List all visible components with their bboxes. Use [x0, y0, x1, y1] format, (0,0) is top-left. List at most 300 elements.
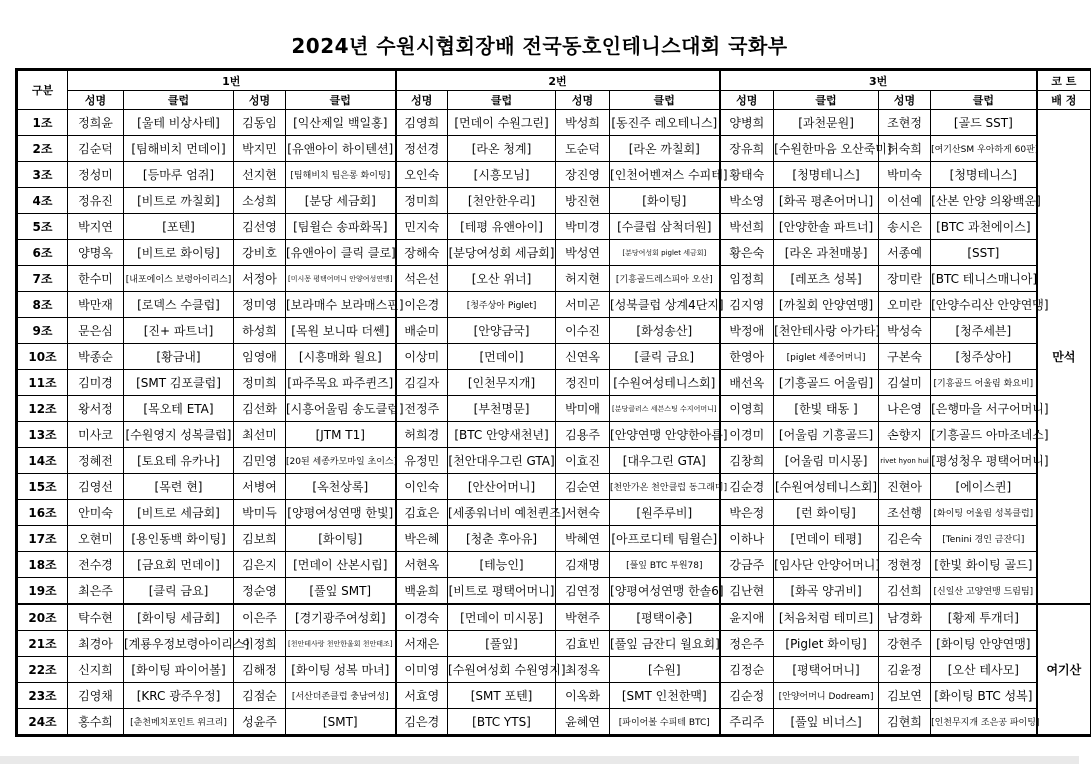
group-label: 22조 — [18, 657, 68, 683]
player-club: [목련 현] — [124, 474, 234, 500]
player-club: [라온 까칠회] — [610, 136, 720, 162]
player-name: 서정아 — [234, 266, 286, 292]
player-club: [세종워너비 예천퀸즈] — [448, 500, 556, 526]
player-club: [청명테니스] — [931, 162, 1037, 188]
player-name: 김난현 — [720, 578, 774, 605]
group-row — [18, 448, 1091, 474]
player-club: [수원영지 성복클럽] — [124, 422, 234, 448]
player-name: 박미득 — [234, 500, 286, 526]
player-club: [시흥매화 월요] — [286, 344, 396, 370]
player-club: [파주목요 파주퀸즈] — [286, 370, 396, 396]
player-club: [화이팅 안양연맹] — [931, 631, 1037, 657]
player-name: 김미경 — [68, 370, 124, 396]
player-name: 이하나 — [720, 526, 774, 552]
player-name: 허희경 — [396, 422, 448, 448]
player-name: 양명옥 — [68, 240, 124, 266]
player-club: [piglet 세종어머니] — [774, 344, 879, 370]
group-row — [18, 266, 1091, 292]
player-club: [풀잎 SMT] — [286, 578, 396, 605]
player-club: [어울림 기흥골드] — [774, 422, 879, 448]
group-row — [18, 526, 1091, 552]
player-club: [레포츠 성복] — [774, 266, 879, 292]
player-name: 남경화 — [879, 604, 931, 631]
club-col-header: 클럽 — [774, 91, 879, 110]
player-club: [오산 테사모] — [931, 657, 1037, 683]
name-col-header: 성명 — [68, 91, 124, 110]
player-club: [먼데이 수원그린] — [448, 110, 556, 136]
player-name: 서현숙 — [556, 500, 610, 526]
player-club: [라온 과천매봉] — [774, 240, 879, 266]
group-label: 20조 — [18, 604, 68, 631]
club-col-header: 클럽 — [448, 91, 556, 110]
player-name: 전정주 — [396, 396, 448, 422]
player-club: [화이팅 어울림 성복클럽] — [931, 500, 1037, 526]
page-footer-bar — [0, 756, 1079, 764]
player-name: 박정애 — [720, 318, 774, 344]
player-club: [천안대우그린 GTA] — [448, 448, 556, 474]
player-club: [팀해비치 팀은롱 화이팅] — [286, 162, 396, 188]
bracket-body — [18, 110, 1091, 735]
player-name: 박지민 — [234, 136, 286, 162]
player-name: 김보희 — [234, 526, 286, 552]
player-club: [여기산SM 우아하게 60판] — [931, 136, 1037, 162]
player-name: 전수경 — [68, 552, 124, 578]
player-club: [Tenini 경인 금잔디] — [931, 526, 1037, 552]
player-name: 신연옥 — [556, 344, 610, 370]
group-label: 15조 — [18, 474, 68, 500]
player-club: [화곡 평촌어머니] — [774, 188, 879, 214]
player-club: [20된 세종카모마일 초이스] — [286, 448, 396, 474]
player-club: [안양어머니 Dodream] — [774, 683, 879, 709]
group-label: 21조 — [18, 631, 68, 657]
player-club: [청주세븐] — [931, 318, 1037, 344]
player-club: [은행마을 서구어머니] — [931, 396, 1037, 422]
player-club: [아프로디테 팀윌슨] — [610, 526, 720, 552]
player-club: [천안테사랑 아가타] — [774, 318, 879, 344]
player-club: [까칠회 안양연맹] — [774, 292, 879, 318]
player-club: [분당여성회 piglet 세금회] — [610, 240, 720, 266]
player-name: 손향지 — [879, 422, 931, 448]
player-name: 박혜연 — [556, 526, 610, 552]
player-club: [안산어머니] — [448, 474, 556, 500]
player-club: [SMT 포텐] — [448, 683, 556, 709]
player-name: 박만재 — [68, 292, 124, 318]
club-col-header: 클럽 — [610, 91, 720, 110]
club-col-header: 클럽 — [931, 91, 1037, 110]
group-label: 2조 — [18, 136, 68, 162]
player-name: 김해정 — [234, 657, 286, 683]
group-header-3: 3번 — [720, 71, 1037, 91]
player-club: [익산제일 백일홍] — [286, 110, 396, 136]
player-club: [유앤아이 클릭 클로] — [286, 240, 396, 266]
player-club: [동진주 레오테니스] — [610, 110, 720, 136]
player-name: 김정순 — [720, 657, 774, 683]
player-club: [울테 비상사테] — [124, 110, 234, 136]
player-name: 정희윤 — [68, 110, 124, 136]
group-row — [18, 370, 1091, 396]
player-club: [화이팅 BTC 성복] — [931, 683, 1037, 709]
player-club: [서산더존클럽 충남여성] — [286, 683, 396, 709]
player-club: [수원여성테니스회] — [774, 474, 879, 500]
club-col-header: 클럽 — [124, 91, 234, 110]
group-row — [18, 500, 1091, 526]
player-name: 김점순 — [234, 683, 286, 709]
player-club: [분당 세금회] — [286, 188, 396, 214]
player-club: [목원 보니따 더쎈] — [286, 318, 396, 344]
player-club: [BTC 안양새천년] — [448, 422, 556, 448]
group-label: 4조 — [18, 188, 68, 214]
player-name: 박종순 — [68, 344, 124, 370]
group-label: 7조 — [18, 266, 68, 292]
group-row — [18, 422, 1091, 448]
player-name: 박현주 — [556, 604, 610, 631]
player-name: 박은혜 — [396, 526, 448, 552]
player-name: 김선희 — [879, 578, 931, 605]
player-name: 허숙희 — [879, 136, 931, 162]
player-name: 이은주 — [234, 604, 286, 631]
player-club: [기흥골드레스피아 오산] — [610, 266, 720, 292]
player-name: 김연정 — [556, 578, 610, 605]
player-name: 이인숙 — [396, 474, 448, 500]
player-club: [청주상아] — [931, 344, 1037, 370]
player-club: [평택이충] — [610, 604, 720, 631]
player-club: [화이팅] — [286, 526, 396, 552]
player-name: 박미애 — [556, 396, 610, 422]
player-club: [미시몽 평택어머니 안양여성연맹] — [286, 266, 396, 292]
player-club: [원주루비] — [610, 500, 720, 526]
club-col-header: 클럽 — [286, 91, 396, 110]
player-name: 장미란 — [879, 266, 931, 292]
player-club: [기흥골드 어울림 화요비] — [931, 370, 1037, 396]
player-name: 민지숙 — [396, 214, 448, 240]
player-name: 왕서정 — [68, 396, 124, 422]
group-label: 9조 — [18, 318, 68, 344]
player-club: [천안가온 천안클럽 동그래미] — [610, 474, 720, 500]
player-club: [화곡 양귀비] — [774, 578, 879, 605]
player-name: 김민영 — [234, 448, 286, 474]
player-club: [대우그린 GTA] — [610, 448, 720, 474]
player-club: [JTM T1] — [286, 422, 396, 448]
player-club: [내포에이스 보령아이리스] — [124, 266, 234, 292]
player-club: [부천명문] — [448, 396, 556, 422]
player-club: [토요테 유카나] — [124, 448, 234, 474]
group-row — [18, 318, 1091, 344]
player-name: 박은정 — [720, 500, 774, 526]
court-assignment: 여기산 — [1037, 604, 1091, 735]
player-club: [한빛 화이팅 골드] — [931, 552, 1037, 578]
group-row — [18, 188, 1091, 214]
player-name: 김순연 — [556, 474, 610, 500]
player-club: [안양한솔 파트너] — [774, 214, 879, 240]
player-name: 김은경 — [396, 709, 448, 735]
player-name: 정현정 — [879, 552, 931, 578]
player-name: 김은숙 — [879, 526, 931, 552]
player-name: 정선경 — [396, 136, 448, 162]
player-club: [경기광주여성회] — [286, 604, 396, 631]
player-name: 윤혜연 — [556, 709, 610, 735]
player-club: [클릭 금요] — [610, 344, 720, 370]
player-name: 양병희 — [720, 110, 774, 136]
player-club: [골드 SST] — [931, 110, 1037, 136]
player-club: [SMT 인천한맥] — [610, 683, 720, 709]
group-label: 12조 — [18, 396, 68, 422]
player-name: 이수진 — [556, 318, 610, 344]
player-name: 임영애 — [234, 344, 286, 370]
group-label: 14조 — [18, 448, 68, 474]
player-name: 박성연 — [556, 240, 610, 266]
player-club: [포텐] — [124, 214, 234, 240]
player-club: [안양수리산 안양연맹] — [931, 292, 1037, 318]
player-name: 이경숙 — [396, 604, 448, 631]
player-club: [인천무지개 조은공 파이팅] — [931, 709, 1037, 735]
player-club: [풀잎 BTC 투원78] — [610, 552, 720, 578]
player-club: [화이팅] — [610, 188, 720, 214]
player-name: 미사코 — [68, 422, 124, 448]
name-col-header: 성명 — [556, 91, 610, 110]
player-club: [수클럽 삼척더원] — [610, 214, 720, 240]
group-label: 5조 — [18, 214, 68, 240]
player-club: [비트로 화이팅] — [124, 240, 234, 266]
player-name: 조현정 — [879, 110, 931, 136]
player-name: 정진미 — [556, 370, 610, 396]
player-club: [BTC YTS] — [448, 709, 556, 735]
player-club: [클릭 금요] — [124, 578, 234, 605]
player-club: [인천무지개] — [448, 370, 556, 396]
player-club: [수원한마음 오산죽미] — [774, 136, 879, 162]
player-name: 황은숙 — [720, 240, 774, 266]
player-club: [기흥골드 어울림] — [774, 370, 879, 396]
player-name: 서현옥 — [396, 552, 448, 578]
player-club: [천안테사랑 천안한울회 천안태조] — [286, 631, 396, 657]
player-name: 이효진 — [556, 448, 610, 474]
group-row — [18, 474, 1091, 500]
player-club: [화이팅 세금회] — [124, 604, 234, 631]
player-club: [먼데이] — [448, 344, 556, 370]
player-club: [로덱스 수클럽] — [124, 292, 234, 318]
player-name: 장유희 — [720, 136, 774, 162]
group-label: 1조 — [18, 110, 68, 136]
player-name: 강비호 — [234, 240, 286, 266]
group-label: 13조 — [18, 422, 68, 448]
name-col-header: 성명 — [720, 91, 774, 110]
player-name: 서미곤 — [556, 292, 610, 318]
court-assignment: 만석 — [1037, 110, 1091, 605]
player-club: [계룡우정보령아이리스] — [124, 631, 234, 657]
player-name: 장해숙 — [396, 240, 448, 266]
player-club: [진+ 파트너] — [124, 318, 234, 344]
player-club: [시흥모님] — [448, 162, 556, 188]
player-club: [먼데이 산본시립] — [286, 552, 396, 578]
player-name: 정성미 — [68, 162, 124, 188]
group-row — [18, 162, 1091, 188]
player-club: [Piglet 화이팅] — [774, 631, 879, 657]
player-name: 김길자 — [396, 370, 448, 396]
player-name: 선지현 — [234, 162, 286, 188]
player-club: [KRC 광주우정] — [124, 683, 234, 709]
player-name: 한영아 — [720, 344, 774, 370]
player-club: [SST] — [931, 240, 1037, 266]
player-name: 최경아 — [68, 631, 124, 657]
player-name: 이영희 — [720, 396, 774, 422]
player-club: [금요회 먼데이] — [124, 552, 234, 578]
group-row — [18, 604, 1091, 631]
player-name: 박소영 — [720, 188, 774, 214]
group-row — [18, 578, 1091, 605]
group-header-2: 2번 — [396, 71, 720, 91]
player-club: [분당클러스 세븐스팅 수지어머니] — [610, 396, 720, 422]
player-name: 김순경 — [720, 474, 774, 500]
player-name: 임정희 — [720, 266, 774, 292]
player-name: 나은영 — [879, 396, 931, 422]
player-name: 송시은 — [879, 214, 931, 240]
player-club: [SMT 김포클럽] — [124, 370, 234, 396]
bracket-table — [17, 70, 1091, 735]
group-label: 8조 — [18, 292, 68, 318]
player-club: [BTC 과천에이스] — [931, 214, 1037, 240]
player-name: 유정민 — [396, 448, 448, 474]
group-label: 19조 — [18, 578, 68, 605]
player-club: [목오테 ETA] — [124, 396, 234, 422]
player-name: 이미영 — [396, 657, 448, 683]
player-club: [풀잎 금잔디 월요회] — [610, 631, 720, 657]
name-col-header: 성명 — [396, 91, 448, 110]
group-label: 10조 — [18, 344, 68, 370]
player-name: 김효빈 — [556, 631, 610, 657]
player-name: 김동임 — [234, 110, 286, 136]
player-name: 최정옥 — [556, 657, 610, 683]
court-header-top: 코 트 — [1037, 71, 1091, 91]
player-name: 김선화 — [234, 396, 286, 422]
player-name: 정은주 — [720, 631, 774, 657]
player-name: 서종예 — [879, 240, 931, 266]
player-name: 김효은 — [396, 500, 448, 526]
player-club: [시흥어울림 송도클럽] — [286, 396, 396, 422]
player-name: 강현주 — [879, 631, 931, 657]
player-club: [용인동백 화이팅] — [124, 526, 234, 552]
player-name: 백윤희 — [396, 578, 448, 605]
player-name: 이옥화 — [556, 683, 610, 709]
player-club: [비트로 까칠회] — [124, 188, 234, 214]
player-name: 윤지애 — [720, 604, 774, 631]
name-col-header: 성명 — [234, 91, 286, 110]
player-club: [신일산 고양연맹 드림팀] — [931, 578, 1037, 605]
player-club: [팀해비치 먼데이] — [124, 136, 234, 162]
player-club: [옥천상록] — [286, 474, 396, 500]
player-club: [어울림 미시몽] — [774, 448, 879, 474]
player-name: 문은심 — [68, 318, 124, 344]
group-label: 11조 — [18, 370, 68, 396]
player-club: [풀잎 비너스] — [774, 709, 879, 735]
player-club: [런 화이팅] — [774, 500, 879, 526]
player-club: [풀잎] — [448, 631, 556, 657]
player-name: 서재은 — [396, 631, 448, 657]
player-name: 박성숙 — [879, 318, 931, 344]
player-name: 이상미 — [396, 344, 448, 370]
player-name: 최은주 — [68, 578, 124, 605]
player-name: 배선옥 — [720, 370, 774, 396]
player-club: [성북클럽 상계4단지] — [610, 292, 720, 318]
name-col-header: 성명 — [879, 91, 931, 110]
group-row — [18, 292, 1091, 318]
player-club: [SMT] — [286, 709, 396, 735]
player-club: [안양연맹 안양한아름] — [610, 422, 720, 448]
player-club: [라온 청계] — [448, 136, 556, 162]
player-name: 이선예 — [879, 188, 931, 214]
player-club: [임사단 안양어머니] — [774, 552, 879, 578]
group-label: 16조 — [18, 500, 68, 526]
player-club: [양평여성연맹 한솔6] — [610, 578, 720, 605]
player-name: 배순미 — [396, 318, 448, 344]
player-name: 허지현 — [556, 266, 610, 292]
group-row — [18, 396, 1091, 422]
page-title: 2024년 수원시협회장배 전국동호인테니스대회 국화부 — [291, 34, 788, 58]
player-name: 도순덕 — [556, 136, 610, 162]
player-name: 홍수희 — [68, 709, 124, 735]
player-name: 안미숙 — [68, 500, 124, 526]
group-label: 18조 — [18, 552, 68, 578]
player-club: [팀윌슨 송파화목] — [286, 214, 396, 240]
player-name: rivet hyon hui — [879, 448, 931, 474]
player-name: 김순정 — [720, 683, 774, 709]
player-club: [인천어벤져스 수피테] — [610, 162, 720, 188]
player-club: [수원] — [610, 657, 720, 683]
group-label: 3조 — [18, 162, 68, 188]
player-club: [한빛 태동 ] — [774, 396, 879, 422]
group-row — [18, 240, 1091, 266]
player-club: [테평 유앤아이] — [448, 214, 556, 240]
player-name: 김지영 — [720, 292, 774, 318]
group-row — [18, 214, 1091, 240]
group-label: 23조 — [18, 683, 68, 709]
player-club: [청주상아 Piglet] — [448, 292, 556, 318]
player-name: 구본숙 — [879, 344, 931, 370]
player-club: [화이팅 성복 마녀] — [286, 657, 396, 683]
player-name: 서병여 — [234, 474, 286, 500]
player-name: 김선영 — [234, 214, 286, 240]
player-club: [춘천메치포인트 위크리] — [124, 709, 234, 735]
group-row — [18, 657, 1091, 683]
player-name: 정미희 — [234, 370, 286, 396]
player-club: [처음처럼 테미르] — [774, 604, 879, 631]
player-name: 김현희 — [879, 709, 931, 735]
player-name: 오미란 — [879, 292, 931, 318]
group-row — [18, 344, 1091, 370]
player-name: 정혜전 — [68, 448, 124, 474]
group-row — [18, 709, 1091, 735]
player-name: 최선미 — [234, 422, 286, 448]
player-club: [유앤아이 하이텐션] — [286, 136, 396, 162]
player-club: [과천문원] — [774, 110, 879, 136]
group-row — [18, 552, 1091, 578]
player-name: 김영희 — [396, 110, 448, 136]
player-name: 박선희 — [720, 214, 774, 240]
player-name: 소성희 — [234, 188, 286, 214]
player-name: 오인숙 — [396, 162, 448, 188]
player-club: [황제 투개더] — [931, 604, 1037, 631]
group-label: 24조 — [18, 709, 68, 735]
player-club: [청춘 후아유] — [448, 526, 556, 552]
player-club: [파이어볼 수피테 BTC] — [610, 709, 720, 735]
player-name: 박지연 — [68, 214, 124, 240]
player-club: [화성송산] — [610, 318, 720, 344]
player-name: 이경미 — [720, 422, 774, 448]
gubun-header: 구분 — [18, 71, 68, 110]
group-row — [18, 110, 1091, 136]
player-name: 정미영 — [234, 292, 286, 318]
player-name: 강금주 — [720, 552, 774, 578]
player-name: 하성희 — [234, 318, 286, 344]
player-name: 김영선 — [68, 474, 124, 500]
